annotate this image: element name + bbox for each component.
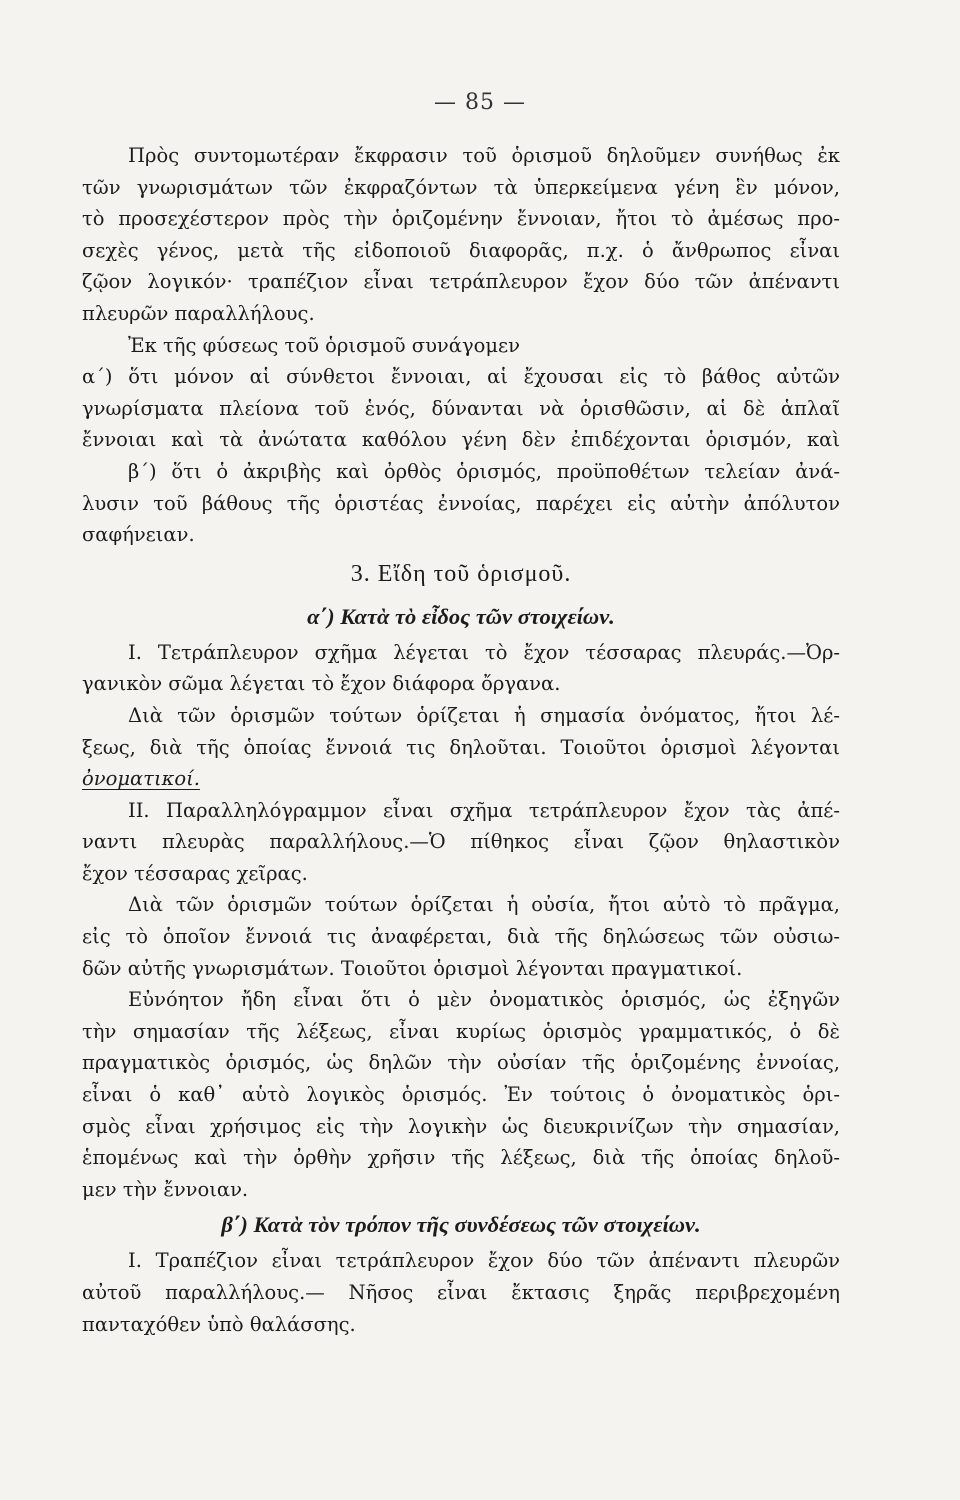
text-line: μεν τὴν ἔννοιαν. xyxy=(82,1177,249,1201)
text-line: Πρὸς συντομωτέραν ἔκφρασιν τοῦ ὁρισμοῦ δηλοῦμεν συνήθως ἐκ xyxy=(128,144,840,167)
text-line: σαφήνειαν. xyxy=(82,523,195,547)
text-line: πραγματικὸς ὁρισμός, ὡς δηλῶν τὴν οὐσίαν τῆς ὁριζομένης ἐννοίας, xyxy=(82,1051,840,1075)
text-line: εἰς τὸ ὁποῖον ἔννοιά τις ἀναφέρεται, διὰ τῆς δηλώσεως τῶν οὐσιω- xyxy=(82,925,840,949)
text-line: πανταχόθεν ὑπὸ θαλάσσης. xyxy=(82,1312,356,1336)
text-line: σμὸς εἶναι χρήσιμος εἰς τὴν λογικὴν ὡς διευκρινίζων τὴν σημασίαν, xyxy=(82,1114,840,1138)
text-line: πλευρῶν παραλλήλους. xyxy=(82,301,315,325)
text-line: I. Τραπέζιον εἶναι τετράπλευρον ἔχον δύο τῶν ἀπέναντι πλευρῶν xyxy=(128,1249,840,1273)
section-heading: 3. Εἴδη τοῦ ὁρισμοῦ. xyxy=(350,560,572,587)
text-line: ἔννοιαι καὶ τὰ ἀνώτατα καθόλου γένη δὲν ἐπιδέχονται ὁρισμόν, καὶ xyxy=(82,428,840,452)
text-line xyxy=(82,763,840,795)
text-line: ζῷον λογικόν· τραπέζιον εἶναι τετράπλευρον ἔχον δύο τῶν ἀπέναντι xyxy=(82,270,840,294)
text-line: Ἐκ τῆς φύσεως τοῦ ὁρισμοῦ συνάγομεν xyxy=(128,333,520,357)
page-number: — 85 — xyxy=(434,90,526,115)
text-line: αὐτοῦ παραλλήλους.— Νῆσος εἶναι ἔκτασις ξηρᾶς περιβρεχομένη xyxy=(82,1281,840,1304)
text-line: ἑπομένως καὶ τὴν ὀρθὴν χρῆσιν τῆς λέξεως, διὰ τῆς ὁποίας δηλοῦ- xyxy=(82,1146,840,1170)
text-line: τῶν γνωρισμάτων τῶν ἐκφραζόντων τὰ ὑπερκείμενα γένη ἓν μόνον, xyxy=(82,175,840,199)
page-body xyxy=(82,140,840,1340)
text-line: γνωρίσματα πλείονα τοῦ ἑνός, δύνανται νὰ ὁρισθῶσιν, αἱ δὲ ἁπλαῖ xyxy=(82,396,840,420)
emphasis-term: ὀνοματικοί. xyxy=(82,767,200,791)
text-line: λυσιν τοῦ βάθους τῆς ὁριστέας ἐννοίας, παρέχει εἰς αὐτὴν ἀπόλυτον xyxy=(82,491,840,515)
text-line: II. Παραλληλόγραμμον εἶναι σχῆμα τετράπλευρον ἔχον τὰς ἀπέ- xyxy=(128,798,840,822)
text-line: σεχὲς γένος, μετὰ τῆς εἰδοποιοῦ διαφορᾶς, π.χ. ὁ ἄνθρωπος εἶναι xyxy=(82,238,840,262)
text-line: τὸ προσεχέστερον πρὸς τὴν ὁριζομένην ἔννοιαν, ἤτοι τὸ ἀμέσως προ- xyxy=(82,207,840,231)
subheading-b: β΄) Κατὰ τὸν τρόπον τῆς συνδέσεως τῶν στοιχείων. xyxy=(221,1212,701,1238)
text-line: ξεως, διὰ τῆς ὁποίας ἔννοιά τις δηλοῦται. Τοιοῦτοι ὁρισμοὶ λέγονται xyxy=(82,735,840,759)
text-line: I. Τετράπλευρον σχῆμα λέγεται τὸ ἔχον τέσσαρας πλευράς.—Ὀρ- xyxy=(128,640,840,664)
text-line: β΄) ὅτι ὁ ἀκριβὴς καὶ ὀρθὸς ὁρισμός, προϋποθέτων τελείαν ἀνά- xyxy=(128,459,840,483)
text-line: Εὐνόητον ἤδη εἶναι ὅτι ὁ μὲν ὀνοματικὸς ὁρισμός, ὡς ἐξηγῶν xyxy=(128,988,840,1012)
text-line: Διὰ τῶν ὁρισμῶν τούτων ὁρίζεται ἡ σημασία ὀνόματος, ἤτοι λέ- xyxy=(128,703,840,727)
text-line: εἶναι ὁ καθ᾽ αὑτὸ λογικὸς ὁρισμός. Ἐν τούτοις ὁ ὀνοματικὸς ὁρι- xyxy=(82,1083,840,1107)
text-line: α΄) ὅτι μόνον αἱ σύνθετοι ἔννοιαι, αἱ ἔχουσαι εἰς τὸ βάθος αὐτῶν xyxy=(82,365,840,389)
text-line: γανικὸν σῶμα λέγεται τὸ ἔχον διάφορα ὄργανα. xyxy=(82,672,561,696)
text-line: Διὰ τῶν ὁρισμῶν τούτων ὁρίζεται ἡ οὐσία, ἤτοι αὐτὸ τὸ πρᾶγμα, xyxy=(128,893,840,917)
text-line: ναντι πλευρὰς παραλλήλους.—Ὁ πίθηκος εἶναι ζῷον θηλαστικὸν xyxy=(82,830,840,854)
subheading-a: α΄) Κατὰ τὸ εἶδος τῶν στοιχείων. xyxy=(307,603,615,629)
text-line: δῶν αὐτῆς γνωρισμάτων. Τοιοῦτοι ὁρισμοὶ λέγονται πραγματικοί. xyxy=(82,956,743,980)
text-line: τὴν σημασίαν τῆς λέξεως, εἶναι κυρίως ὁρισμὸς γραμματικός, ὁ δὲ xyxy=(82,1019,840,1043)
text-line: ἔχον τέσσαρας χεῖρας. xyxy=(82,861,308,885)
